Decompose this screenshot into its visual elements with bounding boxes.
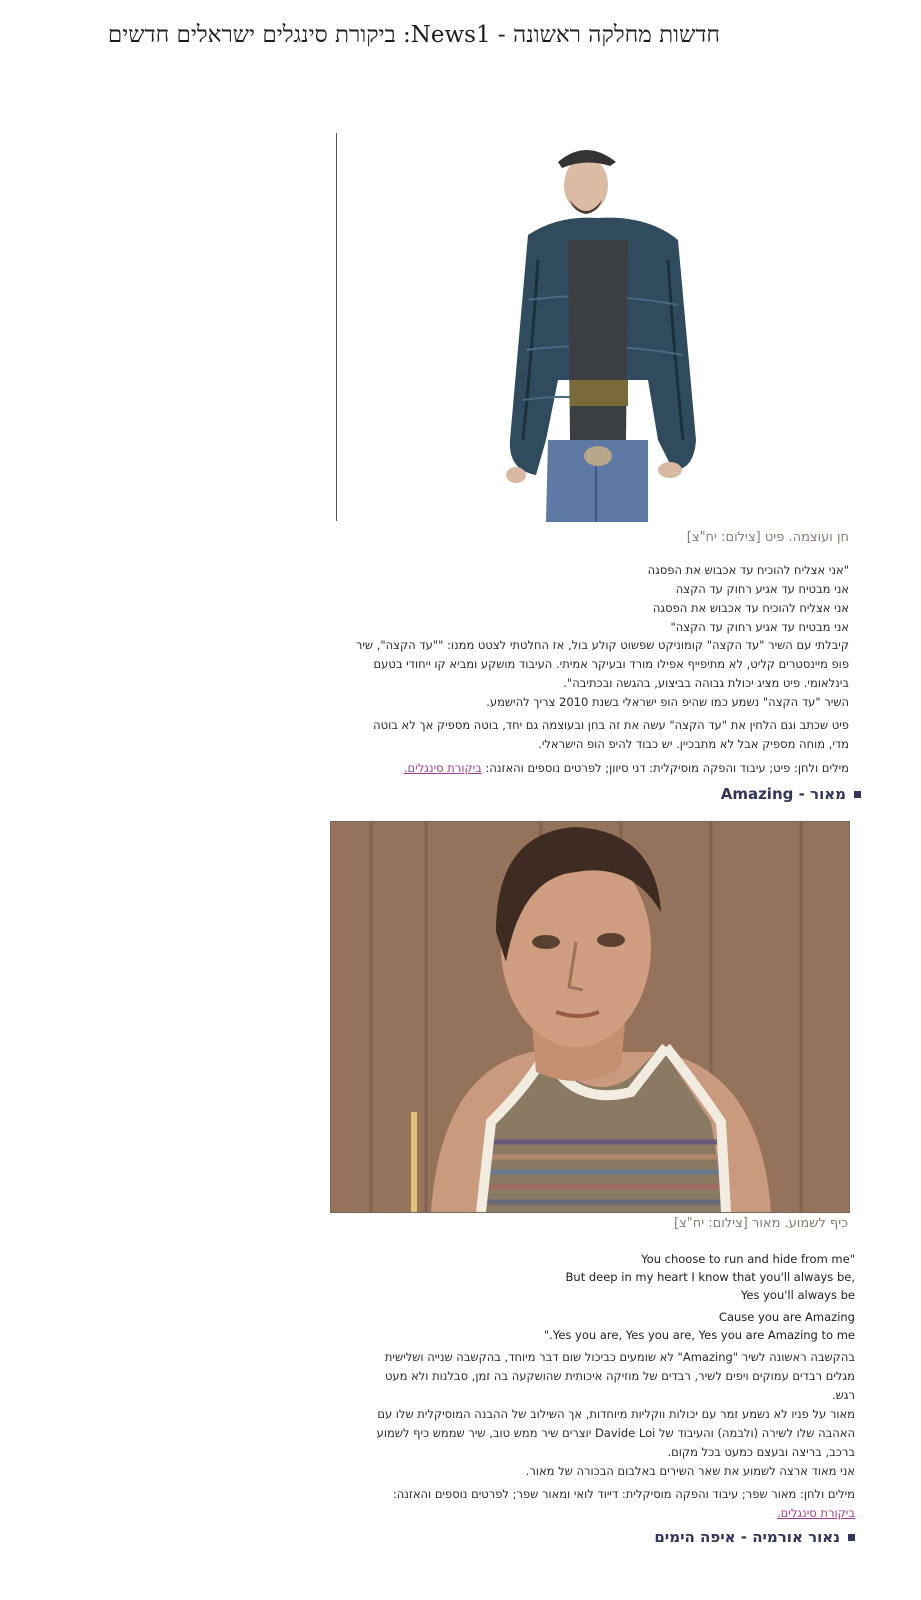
lyrics-block (355, 1250, 855, 1304)
paragraph-line: פופ מיינסטרים קליט, לא מתיפייף אפילו מורד ובעיקר אמיתי. העיבוד מושקע ומביא קו ייחודי בטעם (373, 657, 849, 671)
paragraph-line: האהבה שלו לשירה (ולבמה) והעיבוד של Davide Loi יוצרים שיר ממש טוב, שיר שממש כיף לשמוע (376, 1426, 855, 1440)
photo-maor (330, 821, 850, 1213)
paragraph-line: מדי, מוחה מספיק אבל לא מתבכיין. יש כבוד להיפ הופ הישראלי. (538, 737, 849, 751)
heading-text: נאור אורמיה - איפה הימים (654, 1528, 840, 1546)
lyric-line: אני אצליח להוכיח עד אכבוש את הפסגה (652, 601, 849, 615)
paragraph-line: פיט שכתב וגם הלחין את "עד הקצה" עשה את זה בחן ובעוצמה גם יחד, בוטה מספיק אך לא בוטה (373, 718, 849, 732)
lyrics-block (349, 561, 849, 637)
review-paragraph (309, 636, 849, 693)
credits-text: מילים ולחן: מאור שפר; עיבוד והפקה מוסיקלית: דייוד לואי ומאור שפר; לפרטים נוספים והאזנה: (392, 1487, 855, 1501)
page-title: חדשות מחלקה ראשונה - News1: ביקורת סינגלים ישראלים חדשים (107, 22, 720, 48)
section-heading (654, 1528, 855, 1546)
paragraph-line: מגלים רבדים עמוקים ויפים לשיר, רבדים של מוזיקה איכותית שהושקעה בה זמן, סבלנות ולא מעט (384, 1369, 855, 1383)
singles-review-link[interactable]: ביקורת סינגלים. (403, 761, 482, 775)
lyric-line: אני מבטיח עד אגיע רחוק עד הקצה" (670, 620, 849, 634)
lyric-line: You choose to run and hide from me" (641, 1252, 855, 1266)
paragraph-line: קיבלתי עם השיר "עד הקצה" קומוניקט שפשוט קולע בול, אז החלטתי לצטט ממנו: ""עד הקצה", שיר (355, 638, 849, 652)
paragraph-line: רגש. (831, 1388, 855, 1402)
lyric-line: ".Yes you are, Yes you are, Yes you are Amazing to me (543, 1328, 855, 1342)
lyric-line: Cause you are Amazing (718, 1310, 855, 1324)
review-paragraph (309, 716, 849, 754)
photo-caption: חן ועוצמה. פיט [צילום: יח"צ] (686, 530, 849, 545)
review-paragraph (315, 1462, 855, 1481)
credits-line (315, 1485, 855, 1523)
paragraph-line: בינלאומי. פיט מציג יכולת גבוהה בביצוע, בהגשה ובכתיבה". (563, 676, 849, 690)
divider-line (336, 133, 337, 521)
photo-caption: כיף לשמוע. מאור [צילום: יח"צ] (673, 1216, 848, 1231)
heading-text: מאור - Amazing (720, 785, 846, 803)
bullet-icon (854, 791, 861, 798)
review-paragraph (309, 693, 849, 712)
credits-line (309, 759, 849, 778)
review-paragraph (315, 1348, 855, 1405)
singles-review-link[interactable]: ביקורת סינגלים. (777, 1506, 855, 1520)
lyric-line: "אני אצליח להוכיח עד אכבוש את הפסגה (647, 563, 849, 577)
lyric-line: But deep in my heart I know that you'll always be, (565, 1270, 855, 1284)
lyric-line: Yes you'll always be (740, 1288, 855, 1302)
paragraph-line: השיר "עד הקצה" נשמע כמו שהיפ הופ ישראלי בשנת 2010 צריך להישמע. (486, 695, 849, 709)
review-paragraph (315, 1405, 855, 1462)
paragraph-line: ברכב, בריצה ובעצם כמעט בכל מקום. (667, 1445, 855, 1459)
paragraph-line: מאור על פניו לא נשמע זמר עם יכולות ווקליות מיוחדות, אך השילוב של ההבנה המוסיקלית שלו עם (377, 1407, 855, 1421)
bullet-icon (848, 1534, 855, 1541)
section-heading (721, 785, 861, 803)
paragraph-line: אני מאוד ארצה לשמוע את שאר השירים באלבום הבכורה של מאור. (525, 1464, 855, 1478)
lyrics-block (355, 1308, 855, 1344)
credits-text: מילים ולחן: פיט; עיבוד והפקה מוסיקלית: דני סיוון; לפרטים נוספים והאזנה: (485, 761, 849, 775)
lyric-line: אני מבטיח עד אגיע רחוק עד הקצה (675, 582, 849, 596)
paragraph-line: בהקשבה ראשונה לשיר "Amazing" לא שומעים כביכול שום דבר מיוחד, בהקשבה שנייה ושלישית (384, 1350, 855, 1364)
photo-pit (498, 140, 704, 522)
